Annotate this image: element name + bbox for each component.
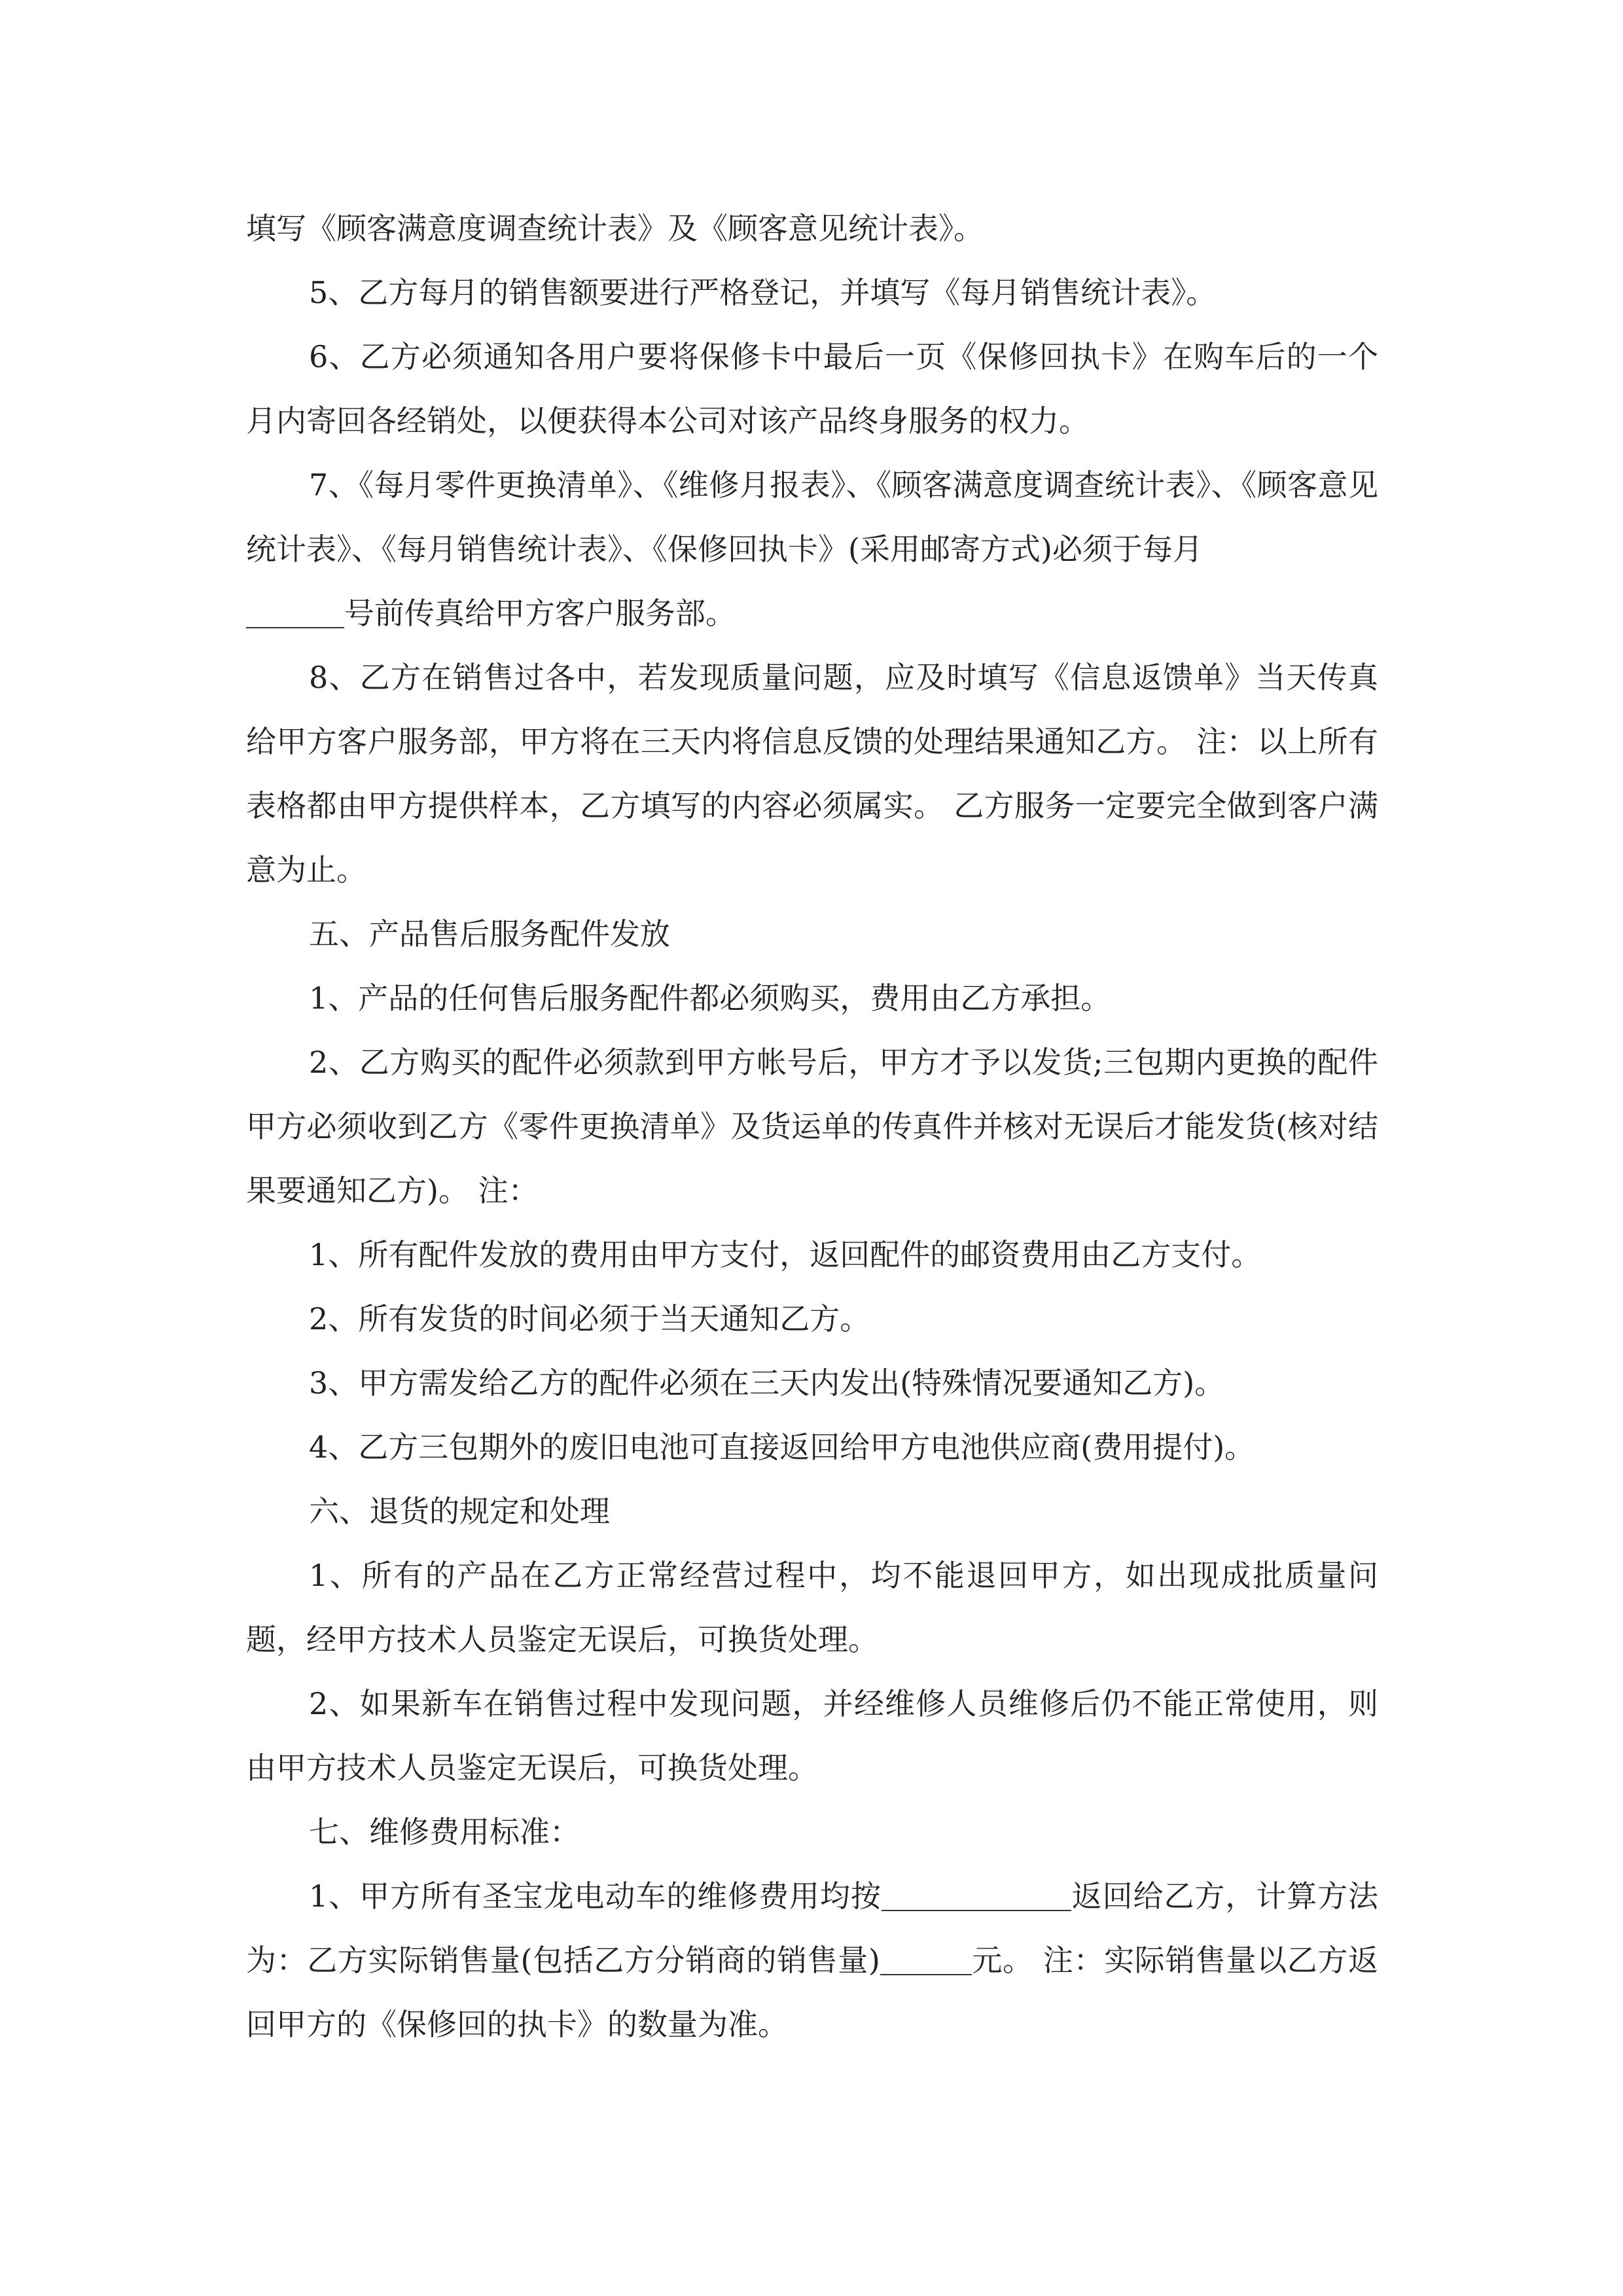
paragraph-item-7 — [246, 453, 1378, 645]
section-5-note-1: 1、所有配件发放的费用由甲方支付，返回配件的邮资费用由乙方支付。 — [309, 1237, 1262, 1272]
paragraph-item-5: 5、乙方每月的销售额要进行严格登记，并填写《每月销售统计表》。 — [309, 275, 1217, 310]
section-5-note-4: 4、乙方三包期外的废旧电池可直接返回给甲方电池供应商(费用提付)。 — [309, 1429, 1255, 1465]
fill-blank-amount[interactable] — [880, 1944, 972, 1975]
fill-blank-fee-basis[interactable] — [882, 1880, 1071, 1911]
section-heading-6: 六、退货的规定和处理 — [309, 1494, 610, 1529]
fill-blank-day[interactable] — [246, 597, 344, 628]
section-7-item-1-text-a: 1、甲方所有圣宝龙电动车的维修费用均按 — [309, 1878, 882, 1914]
paragraph-continuation: 填写《顾客满意度调查统计表》及《顾客意见统计表》。 — [246, 211, 984, 246]
document-body — [246, 196, 1378, 2056]
section-6-item-2: 2、如果新车在销售过程中发现问题，并经维修人员维修后仍不能正常使用，则由甲方技术人员鉴定无误后，可换货处理。 — [246, 1686, 1378, 1785]
section-7-item-1-text-c: 元。 注：实际销售量以乙方返回甲方的《保修回的执卡》的数量为准。 — [246, 1943, 1378, 2042]
section-6-item-1: 1、所有的产品在乙方正常经营过程中，均不能退回甲方，如出现成批质量问题，经甲方技术人员鉴定无误后，可换货处理。 — [246, 1558, 1378, 1657]
section-5-note-3: 3、甲方需发给乙方的配件必须在三天内发出(特殊情况要通知乙方)。 — [309, 1365, 1225, 1401]
section-5-item-2: 2、乙方购买的配件必须款到甲方帐号后，甲方才予以发货;三包期内更换的配件甲方必须收到乙方《零件更换清单》及货运单的传真件并核对无误后才能发货(核对结果要通知乙方)。 注： — [246, 1045, 1378, 1208]
section-5-item-1: 1、产品的任何售后服务配件都必须购买，费用由乙方承担。 — [309, 980, 1111, 1016]
section-7-item-1-text-b: 返回给乙方，计算方法为：乙方实际销售量(包括乙方分销商的销售量) — [246, 1878, 1378, 1978]
paragraph-item-8: 8、乙方在销售过各中，若发现质量问题，应及时填写《信息返馈单》当天传真给甲方客户服务部，甲方将在三天内将信息反馈的处理结果通知乙方。 注：以上所有表格都由甲方提供样本，乙方填写的内容必须属实。 乙方服务一定要完全做到客户满意为止。 — [246, 660, 1378, 888]
paragraph-item-7-text-a: 7、《每月零件更换清单》、《维修月报表》、《顾客满意度调查统计表》、《顾客意见统计表》、《每月销售统计表》、《保修回执卡》(采用邮寄方式)必须于每月 — [246, 467, 1378, 567]
section-7-item-1 — [246, 1864, 1378, 2056]
section-5-note-2: 2、所有发货的时间必须于当天通知乙方。 — [309, 1301, 870, 1336]
paragraph-item-7-text-b: 号前传真给甲方客户服务部。 — [344, 596, 736, 631]
section-heading-7: 七、维修费用标准： — [309, 1814, 580, 1850]
paragraph-item-6: 6、乙方必须通知各用户要将保修卡中最后一页《保修回执卡》在购车后的一个月内寄回各经销处，以便获得本公司对该产品终身服务的权力。 — [246, 339, 1378, 439]
section-heading-5: 五、产品售后服务配件发放 — [309, 916, 670, 952]
